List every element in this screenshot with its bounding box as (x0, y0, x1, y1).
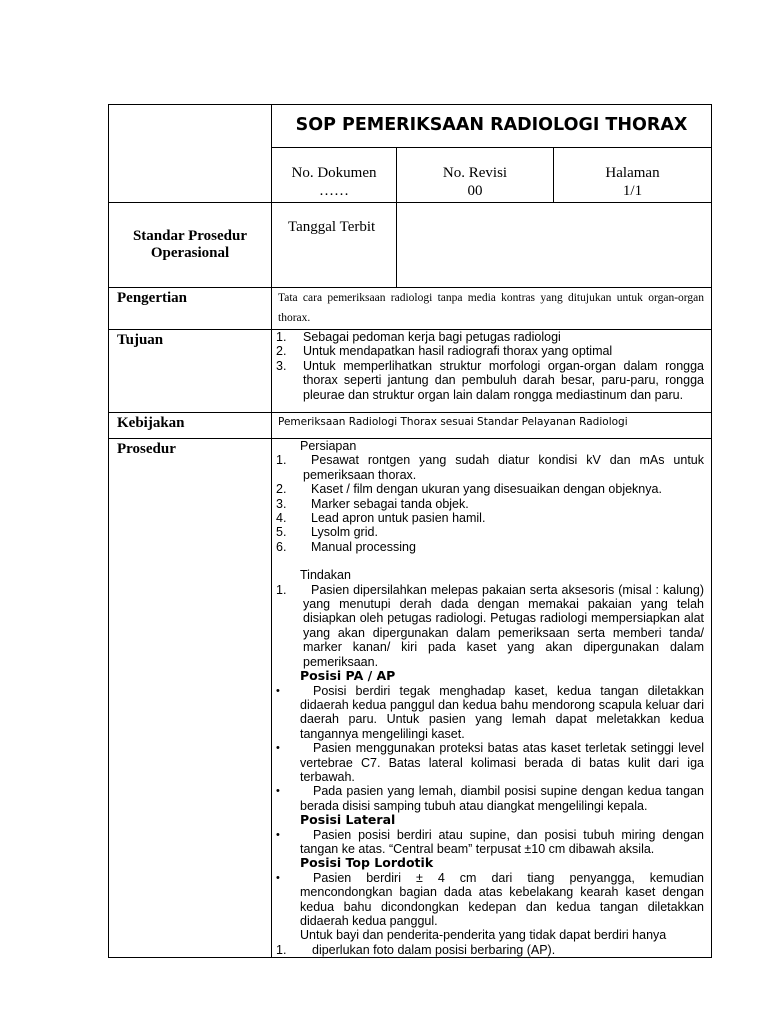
document-title: SOP PEMERIKSAAN RADIOLOGI THORAX (295, 115, 688, 135)
list-item: 1. Pesawat rontgen yang sudah diatur kondisi kV dan mAs untuk pemeriksaan thorax. (276, 453, 704, 482)
kebijakan-content-cell (272, 413, 712, 439)
list-item: 5. Lysolm grid. (276, 525, 378, 540)
kebijakan-label-cell (109, 413, 272, 439)
pengertian-label-cell (109, 288, 272, 330)
tujuan-label-cell (109, 330, 272, 413)
list-item: 3. Marker sebagai tanda objek. (276, 496, 469, 511)
tujuan-content-cell (272, 330, 712, 413)
list-item: • Pada pasien yang lemah, diambil posisi supine dengan kedua tangan berada disisi samping tubuh atau diangkat mengelilingi kepala. (276, 784, 704, 813)
list-item: • Pasien posisi berdiri atau supine, dan posisi tubuh miring dengan tangan ke atas. “Central beam” terpusat ±10 cm dibawah aksila. (276, 827, 704, 856)
doc-number-cell (272, 148, 397, 203)
persiapan-heading: Persiapan (300, 439, 357, 453)
list-item: 1. Sebagai pedoman kerja bagi petugas radiologi (276, 330, 561, 344)
prosedur-label-cell (109, 439, 272, 958)
issue-date-value-cell (397, 203, 712, 288)
sop-table (108, 104, 712, 958)
tujuan-label: Tujuan (117, 332, 164, 348)
pengertian-content-cell (272, 288, 712, 330)
revision-cell (397, 148, 554, 203)
page-value: 1/1 (622, 183, 643, 199)
issue-date-cell (272, 203, 397, 288)
prosedur-label: Prosedur (117, 441, 176, 457)
list-item: 1. Pasien dipersilahkan melepas pakaian serta aksesoris (misal : kalung) yang menutupi derah dada dengan memakai pakaian yang telah disiapkan oleh petugas radiologi. Petugas radiologi mempersiapkan alat yang akan dipergunakan dalam pemeriksaan serta memberi tanda/ marker kanan/ kiri pada kaset yang akan dipergunakan dalam pemeriksaan. (276, 582, 704, 669)
list-item: 1. diperlukan foto dalam posisi berbaring (AP). (276, 942, 556, 957)
list-item: • Pasien berdiri ± 4 cm dari tiang penyangga, kemudian mencondongkan bagian dada atas kebelakang kearah kaset dengan kedua bahu dicondongkan kedepan dan kedua tangan diletakkan didaerah kedua panggul. (276, 870, 704, 928)
pengertian-text: Tata cara pemeriksaan radiologi tanpa media kontras yang ditujukan untuk organ-organ thorax. (278, 292, 704, 324)
title-cell (272, 105, 712, 148)
pengertian-label: Pengertian (117, 290, 187, 306)
kebijakan-label: Kebijakan (117, 415, 185, 431)
list-item: 2. Kaset / film dengan ukuran yang disesuaikan dengan objeknya. (276, 482, 662, 497)
posisi-lateral-heading: Posisi Lateral (300, 812, 396, 828)
revision-label: No. Revisi (442, 165, 508, 181)
revision-value: 00 (467, 183, 483, 199)
list-item: 4. Lead apron untuk pasien hamil. (276, 511, 486, 526)
posisi-pa-ap-heading: Posisi PA / AP (300, 668, 396, 684)
list-item: 2. Untuk mendapatkan hasil radiografi thorax yang optimal (276, 344, 613, 359)
page-label: Halaman (605, 165, 660, 181)
logo-cell (109, 105, 272, 203)
list-item: • Pasien menggunakan proteksi batas atas kaset terletak setinggi level vertebrae C7. Batas lateral kolimasi berada di batas kulit dari iga terbawah. (276, 741, 704, 784)
list-item: • Posisi berdiri tegak menghadap kaset, kedua tangan diletakkan didaerah kedua panggul dan kedua bahu mendorong scapula keluar dari daerah paru. Untuk pasien yang lemah dapat meletakkan kedua tangannya mengelilingi kaset. (276, 683, 704, 741)
posisi-top-lordotik-heading: Posisi Top Lordotik (300, 855, 434, 871)
prosedur-content-cell (272, 439, 712, 958)
infant-note: Untuk bayi dan penderita-penderita yang tidak dapat berdiri hanya (300, 928, 667, 943)
doc-number-value: …… (319, 183, 349, 199)
kebijakan-text: Pemeriksaan Radiologi Thorax sesuai Standar Pelayanan Radiologi (278, 416, 628, 428)
spo-cell (109, 203, 272, 288)
tindakan-heading: Tindakan (300, 568, 351, 583)
doc-number-label: No. Dokumen (291, 165, 377, 181)
spo-label: Standar Prosedur Operasional (132, 228, 248, 261)
page-number-cell (554, 148, 712, 203)
issue-date-label: Tanggal Terbit (288, 219, 376, 235)
list-item: 3. Untuk memperlihatkan struktur morfologi organ-organ dalam rongga thorax seperti jantung dan pembuluh darah besar, paru-paru, rongga pleurae dan struktur organ lain dalam rongga mediastinum dan paru. (276, 358, 704, 402)
list-item: 6. Manual processing (276, 539, 416, 554)
